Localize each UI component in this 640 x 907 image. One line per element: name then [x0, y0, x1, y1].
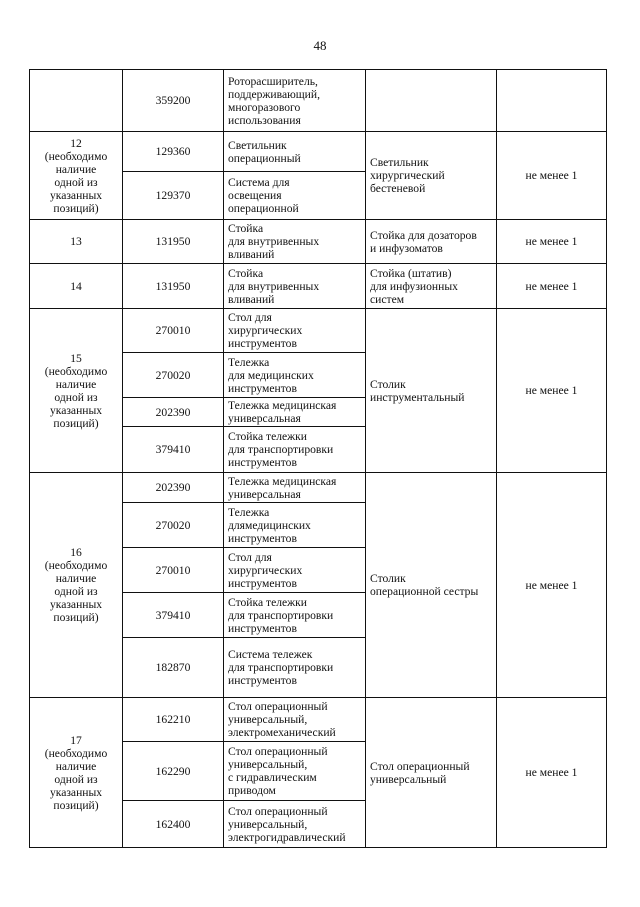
- name-cell: Тележка медицинская универсальная: [224, 473, 366, 503]
- code-cell: 202390: [123, 398, 224, 427]
- name-cell: Стойка тележки для транспортировки инструментов: [224, 427, 366, 473]
- requirement-cell: не менее 1: [497, 309, 607, 473]
- item-number-cell: 16 (необходимо наличие одной из указанных позиций): [30, 473, 123, 698]
- table-row: [30, 698, 607, 742]
- name-cell: Стойка тележки для транспортировки инструментов: [224, 593, 366, 638]
- code-cell: 131950: [123, 264, 224, 309]
- analog-cell: Стойка для дозаторов и инфузоматов: [366, 220, 497, 264]
- analog-cell: Стол операционный универсальный: [366, 698, 497, 848]
- name-cell: Тележка для медицинских инструментов: [224, 353, 366, 398]
- table-row: [30, 70, 607, 132]
- code-cell: 162210: [123, 698, 224, 742]
- code-cell: 270020: [123, 503, 224, 548]
- requirement-cell: не менее 1: [497, 264, 607, 309]
- item-number-cell: 13: [30, 220, 123, 264]
- code-cell: 270010: [123, 548, 224, 593]
- analog-cell: [366, 70, 497, 132]
- name-cell: Стол операционный универсальный, электрогидравлический: [224, 801, 366, 848]
- name-cell: Система тележек для транспортировки инструментов: [224, 638, 366, 698]
- name-cell: Тележка длямедицинских инструментов: [224, 503, 366, 548]
- requirement-cell: не менее 1: [497, 220, 607, 264]
- name-cell: Стойка для внутривенных вливаний: [224, 220, 366, 264]
- code-cell: 379410: [123, 427, 224, 473]
- code-cell: 129370: [123, 172, 224, 220]
- name-cell: Тележка медицинская универсальная: [224, 398, 366, 427]
- analog-cell: Столик операционной сестры: [366, 473, 497, 698]
- code-cell: 129360: [123, 132, 224, 172]
- name-cell: Стол операционный универсальный, с гидравлическим приводом: [224, 742, 366, 801]
- requirement-cell: [497, 70, 607, 132]
- analog-cell: Светильник хирургический бестеневой: [366, 132, 497, 220]
- name-cell: Система для освещения операционной: [224, 172, 366, 220]
- code-cell: 202390: [123, 473, 224, 503]
- table-row: [30, 264, 607, 309]
- name-cell: Стол операционный универсальный, электромеханический: [224, 698, 366, 742]
- code-cell: 270010: [123, 309, 224, 353]
- item-number-cell: [30, 70, 123, 132]
- requirement-cell: не менее 1: [497, 473, 607, 698]
- name-cell: Роторасширитель, поддерживающий, многоразового использования: [224, 70, 366, 132]
- name-cell: Стол для хирургических инструментов: [224, 309, 366, 353]
- analog-cell: Столик инструментальный: [366, 309, 497, 473]
- table-row: [30, 309, 607, 353]
- equipment-table: [29, 69, 607, 848]
- table-row: [30, 132, 607, 172]
- code-cell: 270020: [123, 353, 224, 398]
- code-cell: 131950: [123, 220, 224, 264]
- requirement-cell: не менее 1: [497, 132, 607, 220]
- table-row: [30, 220, 607, 264]
- page-number: 48: [313, 38, 327, 53]
- item-number-cell: 12 (необходимо наличие одной из указанных позиций): [30, 132, 123, 220]
- name-cell: Светильник операционный: [224, 132, 366, 172]
- code-cell: 182870: [123, 638, 224, 698]
- code-cell: 359200: [123, 70, 224, 132]
- code-cell: 162400: [123, 801, 224, 848]
- analog-cell: Стойка (штатив) для инфузионных систем: [366, 264, 497, 309]
- name-cell: Стойка для внутривенных вливаний: [224, 264, 366, 309]
- item-number-cell: 14: [30, 264, 123, 309]
- item-number-cell: 17 (необходимо наличие одной из указанных позиций): [30, 698, 123, 848]
- name-cell: Стол для хирургических инструментов: [224, 548, 366, 593]
- item-number-cell: 15 (необходимо наличие одной из указанных позиций): [30, 309, 123, 473]
- code-cell: 162290: [123, 742, 224, 801]
- requirement-cell: не менее 1: [497, 698, 607, 848]
- table-row: [30, 473, 607, 503]
- code-cell: 379410: [123, 593, 224, 638]
